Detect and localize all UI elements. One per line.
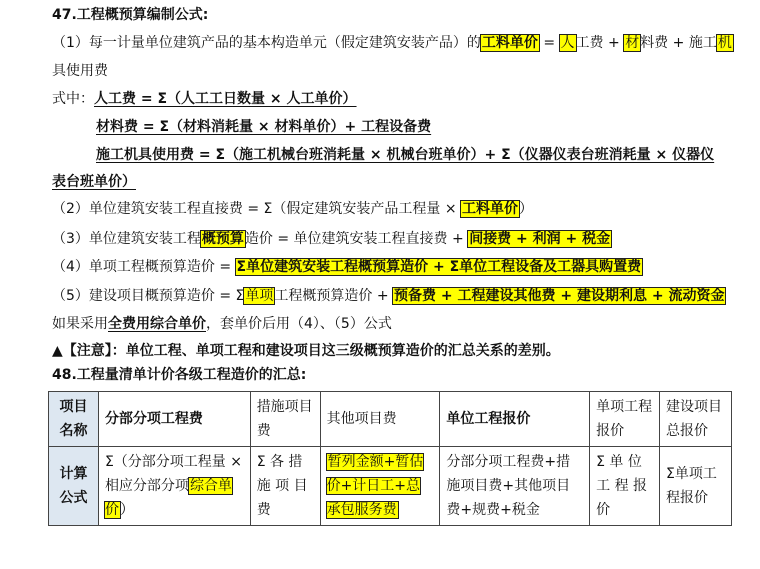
section-47-heading: 47.工程概预算编制公式: bbox=[52, 7, 209, 23]
p3-text: （3）单位建筑安装工程 bbox=[52, 231, 201, 247]
cell-measures-formula: Σ 各 措 施 项 目 费 bbox=[250, 447, 320, 526]
p1-highlight-labor: 人 bbox=[560, 35, 575, 51]
p1-highlight-unit-price: 工料单价 bbox=[481, 35, 538, 51]
formula-intro: 式中： bbox=[52, 91, 94, 107]
p1-highlight-material: 材 bbox=[625, 35, 640, 51]
paragraph-3 bbox=[52, 228, 611, 250]
formula-labor-cost: 人工费 = Σ（人工工日数量 × 人工单价） bbox=[94, 91, 357, 107]
p1-text: = bbox=[538, 35, 560, 51]
cell-highlight-other-items: 暂列金额+暂估价+计日工+总承包服务费 bbox=[326, 454, 424, 518]
paragraph-2 bbox=[52, 198, 533, 220]
p3-text: 造价 = 单位建筑安装工程直接费 + bbox=[244, 231, 469, 247]
cell-other-formula bbox=[320, 447, 440, 526]
header-cell-subitem-cost: 分部分项工程费 bbox=[98, 392, 250, 447]
cell-single-quote-formula: Σ 单 位 工 程 报 价 bbox=[590, 447, 660, 526]
p2-text: （2）单位建筑安装工程直接费 = Σ（假定建筑安装产品工程量 × bbox=[52, 201, 462, 217]
cost-summary-table bbox=[48, 391, 732, 526]
p3-highlight: 概预算 bbox=[201, 231, 244, 247]
cell-text: Σ（分部分项工程量 × 相应分部分项 bbox=[104, 454, 242, 494]
cell-highlight-composite-price: 综合单价 bbox=[104, 478, 232, 518]
paragraph-4 bbox=[52, 256, 642, 278]
table-row bbox=[49, 447, 732, 526]
p2-text: ） bbox=[519, 201, 534, 217]
p1-highlight-machine: 机 bbox=[717, 35, 732, 51]
formula-machine-cost: 施工机具使用费 = Σ（施工机械台班消耗量 × 机械台班单价）+ Σ（仪器仪表台班消耗量 × 仪器仪 bbox=[96, 147, 715, 163]
formula-material-cost: 材料费 = Σ（材料消耗量 × 材料单价）+ 工程设备费 bbox=[96, 119, 432, 135]
cell-unit-quote-formula: 分部分项工程费+措施项目费+其他项目费+规费+税金 bbox=[440, 447, 590, 526]
paragraph-6 bbox=[52, 313, 392, 335]
header-cell-unit-quote: 单位工程报价 bbox=[440, 392, 590, 447]
p4-text: （4）单项工程概预算造价 = bbox=[52, 259, 236, 275]
p1-text: 料费 + 施工 bbox=[640, 35, 717, 51]
row-label-formula: 计算公式 bbox=[49, 447, 99, 526]
p6-text: ，套单价后用（4）、（5）公式 bbox=[206, 316, 392, 332]
header-cell-measures-cost: 措施项目费 bbox=[250, 392, 320, 447]
paragraph-1 bbox=[52, 32, 733, 54]
formula-1-line bbox=[52, 88, 357, 110]
note-line: ▲【注意】：单位工程、单项工程和建设项目这三级概预算造价的汇总关系的差别。 bbox=[52, 343, 560, 359]
p5-highlight-reserve: 预备费 + 工程建设其他费 + 建设期利息 + 流动资金 bbox=[394, 288, 725, 304]
p1-text: （1）每一计量单位建筑产品的基本构造单元（假定建筑安装产品）的 bbox=[52, 35, 481, 51]
formula-machine-cost-continued: 表台班单价） bbox=[52, 174, 136, 190]
section-48-heading: 48.工程量清单计价各级工程造价的汇总: bbox=[52, 367, 307, 383]
p6-emphasis: 全费用综合单价 bbox=[108, 316, 206, 332]
header-cell-project-quote: 建设项目总报价 bbox=[660, 392, 732, 447]
p5-highlight-single: 单项 bbox=[245, 288, 274, 304]
p2-highlight: 工料单价 bbox=[462, 201, 519, 217]
header-cell-single-quote: 单项工程报价 bbox=[590, 392, 660, 447]
p4-highlight: Σ单位建筑安装工程概预算造价 + Σ单位工程设备及工器具购置费 bbox=[236, 259, 642, 275]
p5-text: 工程概预算造价 + bbox=[274, 288, 394, 304]
header-cell-item-name: 项目名称 bbox=[49, 392, 99, 447]
cell-text: ） bbox=[119, 502, 134, 518]
p1-text: 工费 + bbox=[575, 35, 625, 51]
p3-highlight-indirect: 间接费 + 利润 + 税金 bbox=[469, 231, 611, 247]
p6-text: 如果采用 bbox=[52, 316, 108, 332]
cell-subitem-formula bbox=[98, 447, 250, 526]
header-cell-other-cost: 其他项目费 bbox=[320, 392, 440, 447]
cell-project-quote-formula: Σ单项工程报价 bbox=[660, 447, 732, 526]
p5-text: （5）建设项目概预算造价 = Σ bbox=[52, 288, 245, 304]
paragraph-5 bbox=[52, 285, 725, 307]
paragraph-1-continued: 具使用费 bbox=[52, 63, 108, 79]
table-header-row bbox=[49, 392, 732, 447]
